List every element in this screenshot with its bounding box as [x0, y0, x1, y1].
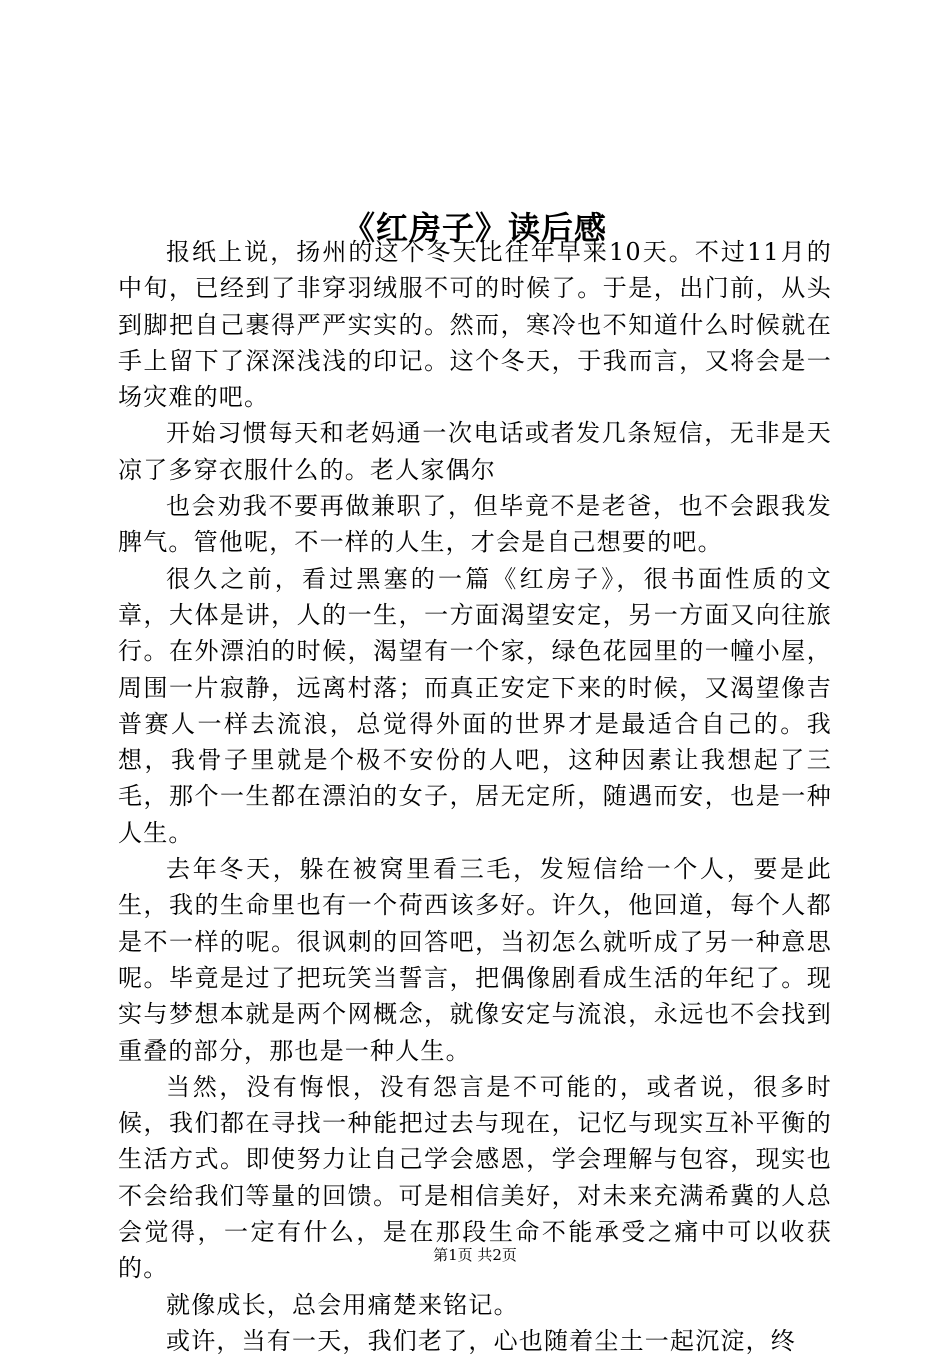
- paragraph: 当然，没有悔恨，没有怨言是不可能的，或者说，很多时候，我们都在寻找一种能把过去与现在，记忆与现实互补平衡的生活方式。即使努力让自己学会感恩，学会理解与包容，现实也不会给我们等量的回馈。可是相信美好，对未来充满希冀的人总会觉得，一定有什么，是在那段生命不能承受之痛中可以收获的。: [118, 1072, 832, 1283]
- paragraph: 很久之前，看过黑塞的一篇《红房子》，很书面性质的文章，大体是讲，人的一生，一方面渴望安定，另一方面又向往旅行。在外漂泊的时候，渴望有一个家，绿色花园里的一幢小屋，周围一片寂静，远离村落；而真正安定下来的时候，又渴望像吉普赛人一样去流浪，总觉得外面的世界才是最适合自己的。我想，我骨子里就是个极不安份的人吧，这种因素让我想起了三毛，那个一生都在漂泊的女子，居无定所，随遇而安，也是一种人生。: [118, 564, 832, 847]
- page-footer: 第1页 共2页: [433, 1246, 517, 1264]
- paragraph: 去年冬天，躲在被窝里看三毛，发短信给一个人，要是此生，我的生命里也有一个荷西该多好。许久，他回道，每个人都是不一样的呢。很讽刺的回答吧，当初怎么就听成了另一种意思呢。毕竟是过了把玩笑当誓言，把偶像剧看成生活的年纪了。现实与梦想本就是两个网概念，就像安定与流浪，永远也不会找到重叠的部分，那也是一种人生。: [118, 855, 832, 1065]
- document-body: [118, 234, 832, 1359]
- paragraph: 开始习惯每天和老妈通一次电话或者发几条短信，无非是天凉了多穿衣服什么的。老人家偶尔: [118, 419, 832, 484]
- paragraph: 或许，当有一天，我们老了，心也随着尘土一起沉淀，终: [166, 1326, 796, 1355]
- paragraph: 就像成长，总会用痛楚来铭记。: [166, 1290, 519, 1319]
- document-title: 《红房子》读后感: [342, 209, 607, 248]
- paragraph: 也会劝我不要再做兼职了，但毕竟不是老爸，也不会跟我发脾气。管他呢，不一样的人生，才会是自己想要的吧。: [118, 492, 832, 557]
- paragraph: 报纸上说，扬州的这个冬天比往年早来10天。不过11月的中旬，已经到了非穿羽绒服不可的时候了。于是，出门前，从头到脚把自己裹得严严实实的。然而，寒冷也不知道什么时候就在手上留下了深深浅浅的印记。这个冬天，于我而言，又将会是一场灾难的吧。: [118, 238, 832, 412]
